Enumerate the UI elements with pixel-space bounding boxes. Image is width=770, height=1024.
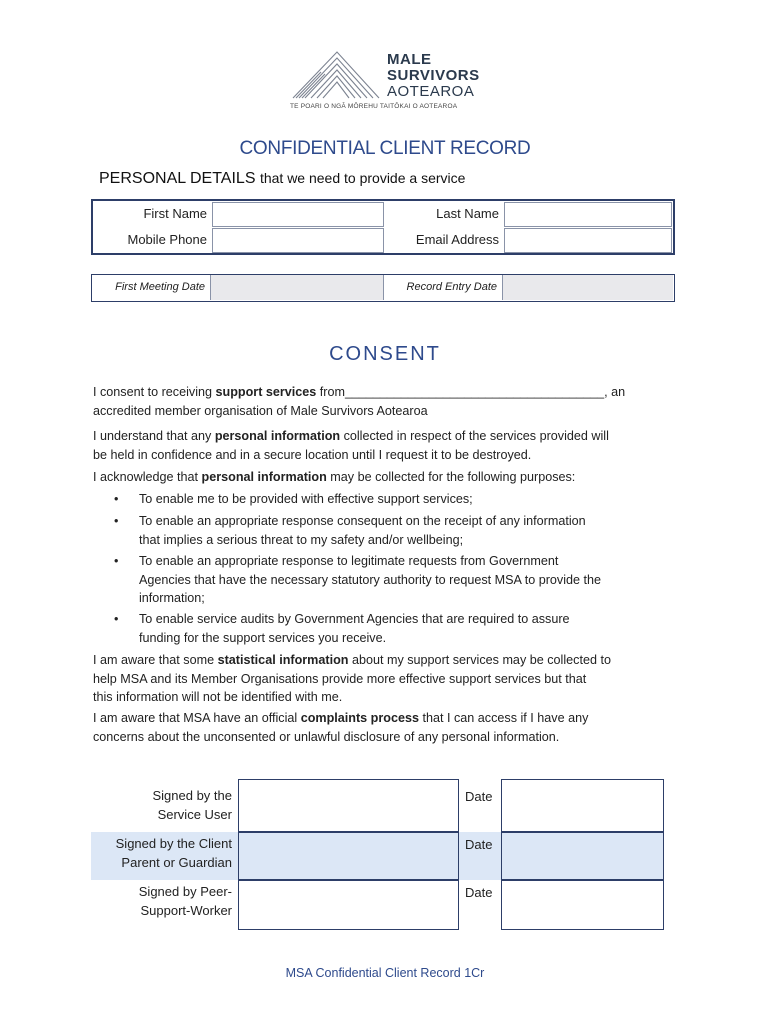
consent-p1-line1 <box>93 383 683 402</box>
text: I am aware that MSA have an official <box>93 711 301 725</box>
consent-heading: CONSENT <box>329 343 441 365</box>
parent-guardian-signature-field[interactable] <box>240 833 457 878</box>
service-user-signature-field[interactable] <box>240 781 457 830</box>
text: collected in respect of the services provided will <box>340 429 609 443</box>
logo-mountain-icon <box>291 48 381 100</box>
consent-p4-line1 <box>93 651 683 670</box>
list-item-text: To enable me to be provided with effective support services; <box>139 492 473 506</box>
parent-guardian-date-field[interactable] <box>503 833 662 878</box>
label-line: Service User <box>157 806 232 822</box>
blank-line: _____________________________________, an <box>345 385 626 399</box>
bullet-icon: • <box>114 492 119 506</box>
first-meeting-date-label: First Meeting Date <box>115 281 205 293</box>
text: I am aware that some <box>93 653 218 667</box>
personal-details-title: PERSONAL DETAILS <box>99 170 256 187</box>
consent-p1-line2: accredited member organisation of Male Survivors Aotearoa <box>93 403 428 418</box>
bullet-icon: • <box>114 612 119 626</box>
bullet-icon: • <box>114 514 119 528</box>
bold-text: statistical information <box>217 653 349 667</box>
mobile-phone-label: Mobile Phone <box>127 232 207 247</box>
bold-text: support services <box>215 385 317 399</box>
label-line: Support-Worker <box>140 902 232 918</box>
first-meeting-date-field[interactable] <box>210 275 384 300</box>
consent-p3-line1 <box>93 468 683 487</box>
first-name-field[interactable] <box>212 202 384 227</box>
consent-paragraph-5 <box>93 709 683 746</box>
list-item-text: To enable an appropriate response consequent on the receipt of any information <box>139 514 586 528</box>
email-label: Email Address <box>415 232 499 247</box>
text: from <box>316 385 345 399</box>
mobile-phone-field[interactable] <box>212 228 384 253</box>
consent-paragraph-3 <box>93 468 683 487</box>
bold-text: personal information <box>201 470 327 484</box>
label-line: Signed by Peer- <box>138 884 232 899</box>
logo-tagline: TE POARI O NGĀ MŌREHU TAITŌKAI O AOTEAROA <box>290 103 458 110</box>
list-item-text: that implies a serious threat to my safety and/or wellbeing; <box>139 532 464 547</box>
logo-name-line3: AOTEAROA <box>387 83 475 100</box>
consent-p2-line2: be held in confidence and in a secure location until I request it to be destroyed. <box>93 447 532 462</box>
logo-name-line2: SURVIVORS <box>387 67 480 84</box>
last-name-field[interactable] <box>504 202 672 227</box>
service-user-date-field[interactable] <box>503 781 662 830</box>
text: about my support services may be collected to <box>348 653 611 667</box>
footer-text: MSA Confidential Client Record 1Cr <box>285 966 485 980</box>
list-item-text: To enable an appropriate response to legitimate requests from Government <box>139 554 559 568</box>
consent-paragraph-1 <box>93 383 683 420</box>
personal-details-subtitle: that we need to provide a service <box>259 170 466 186</box>
consent-p4-line2: help MSA and its Member Organisations provide more effective support services but that <box>93 671 587 686</box>
last-name-label: Last Name <box>436 206 499 221</box>
personal-details-table <box>91 199 675 255</box>
text: I acknowledge that <box>93 470 202 484</box>
label-line: Parent or Guardian <box>121 854 232 870</box>
bold-text: personal information <box>214 429 341 443</box>
bullet-icon: • <box>114 554 119 568</box>
bold-text: complaints process <box>300 711 419 725</box>
text: I consent to receiving <box>93 385 216 399</box>
page-title: CONFIDENTIAL CLIENT RECORD <box>239 138 531 159</box>
consent-p5-line2: concerns about the unconsented or unlawful disclosure of any personal information. <box>93 729 560 744</box>
first-name-label: First Name <box>143 206 207 221</box>
signed-peer-worker-label <box>91 883 232 920</box>
list-item-text: funding for the support services you receive. <box>139 630 387 645</box>
consent-paragraph-2 <box>93 427 683 464</box>
record-entry-date-label: Record Entry Date <box>406 281 497 293</box>
consent-p4-line3: this information will not be identified with me. <box>93 690 343 704</box>
peer-worker-signature-field[interactable] <box>240 881 457 928</box>
signed-service-user-label <box>91 787 232 824</box>
list-item-text: To enable service audits by Government Agencies that are required to assure <box>139 612 570 626</box>
signed-parent-guardian-label <box>91 835 232 872</box>
personal-details-heading <box>99 170 465 188</box>
text: that I can access if I have any <box>418 711 589 725</box>
consent-p2-line1 <box>93 427 683 446</box>
consent-p5-line1 <box>93 709 683 728</box>
email-field[interactable] <box>504 228 672 253</box>
date-label: Date <box>465 789 493 804</box>
meeting-dates-table <box>91 274 675 302</box>
peer-worker-date-field[interactable] <box>503 881 662 928</box>
text: may be collected for the following purposes: <box>326 470 576 484</box>
label-line: Signed by the <box>152 788 232 803</box>
consent-paragraph-4 <box>93 651 683 707</box>
text: I understand that any <box>93 429 215 443</box>
date-label: Date <box>465 837 493 852</box>
date-label: Date <box>465 885 493 900</box>
label-line: Signed by the Client <box>115 836 232 851</box>
logo-name-line1: MALE <box>387 51 432 68</box>
list-item-text: Agencies that have the necessary statutory authority to request MSA to provide the <box>139 572 602 587</box>
record-entry-date-field[interactable] <box>502 275 673 300</box>
list-item-text: information; <box>139 591 205 605</box>
